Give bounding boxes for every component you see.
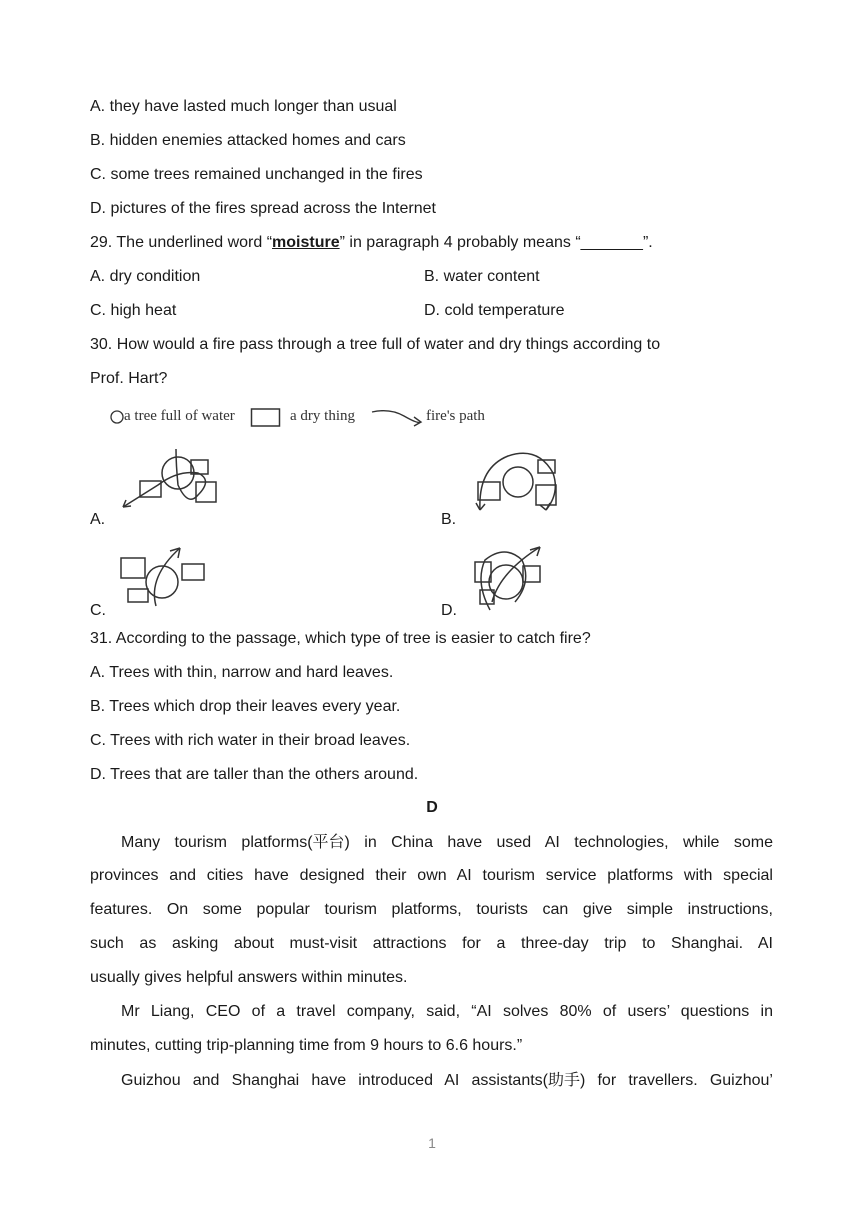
passage-p2-line1: Mr Liang, CEO of a travel company, said, “AI solves 80% of users’ questions in bbox=[121, 1003, 773, 1020]
page-number: 1 bbox=[428, 1135, 436, 1151]
diagram-legend bbox=[108, 404, 528, 432]
arrow-path-icon bbox=[370, 406, 426, 430]
legend-dry-label: a dry thing bbox=[290, 408, 355, 424]
passage-p3-line1: Guizhou and Shanghai have introduced AI assistants(助手) for travellers. Guizhou’ bbox=[121, 1072, 773, 1089]
q31-option-d: D. Trees that are taller than the others around. bbox=[90, 766, 419, 783]
diagram-a bbox=[118, 445, 223, 515]
circle-icon bbox=[110, 410, 124, 424]
section-heading: D bbox=[426, 799, 438, 816]
q31-question: 31. According to the passage, which type of tree is easier to catch fire? bbox=[90, 630, 591, 647]
q29-suffix: ” in paragraph 4 probably means “_______”. bbox=[339, 234, 653, 251]
q31-option-a: A. Trees with thin, narrow and hard leaves. bbox=[90, 664, 394, 681]
passage-p1-line4: such as asking about must-visit attractions for a three-day trip to Shanghai. AI bbox=[90, 935, 773, 952]
q29-option-d: D. cold temperature bbox=[424, 302, 565, 319]
passage-p1-line5: usually gives helpful answers within minutes. bbox=[90, 969, 408, 986]
rectangle-icon bbox=[250, 407, 282, 429]
q28-option-c: C. some trees remained unchanged in the fires bbox=[90, 166, 423, 183]
q30-option-d-label: D. bbox=[441, 602, 457, 619]
passage-p2-line2: minutes, cutting trip-planning time from 9 hours to 6.6 hours.” bbox=[90, 1037, 523, 1054]
q29-option-a: A. dry condition bbox=[90, 268, 201, 285]
q29-question bbox=[90, 232, 653, 254]
passage-p1-line3: features. On some popular tourism platforms, tourists can give simple instructions, bbox=[90, 901, 773, 918]
q30-option-c-label: C. bbox=[90, 602, 106, 619]
q28-option-d: D. pictures of the fires spread across the Internet bbox=[90, 200, 436, 217]
q31-option-c: C. Trees with rich water in their broad leaves. bbox=[90, 732, 411, 749]
q29-option-c: C. high heat bbox=[90, 302, 177, 319]
q30-option-b-label: B. bbox=[441, 511, 457, 528]
q30-question-line2: Prof. Hart? bbox=[90, 370, 168, 387]
diagram-c bbox=[118, 542, 213, 610]
legend-tree-label: a tree full of water bbox=[124, 408, 235, 424]
diagram-d bbox=[470, 542, 550, 614]
q28-option-a: A. they have lasted much longer than usual bbox=[90, 98, 397, 115]
passage-p1-line2: provinces and cities have designed their own AI tourism service platforms with special bbox=[90, 867, 773, 884]
q29-option-b: B. water content bbox=[424, 268, 540, 285]
underlined-word: moisture bbox=[272, 234, 340, 251]
q28-option-b: B. hidden enemies attacked homes and cars bbox=[90, 132, 406, 149]
passage-p1-line1: Many tourism platforms(平台) in China have used AI technologies, while some bbox=[121, 834, 773, 851]
diagram-b bbox=[468, 448, 563, 516]
q30-option-a-label: A. bbox=[90, 511, 106, 528]
q29-prefix: 29. The underlined word “ bbox=[90, 234, 273, 251]
q30-question-line1: 30. How would a fire pass through a tree full of water and dry things according to bbox=[90, 336, 661, 353]
q31-option-b: B. Trees which drop their leaves every year. bbox=[90, 698, 401, 715]
legend-path-label: fire's path bbox=[426, 408, 485, 424]
